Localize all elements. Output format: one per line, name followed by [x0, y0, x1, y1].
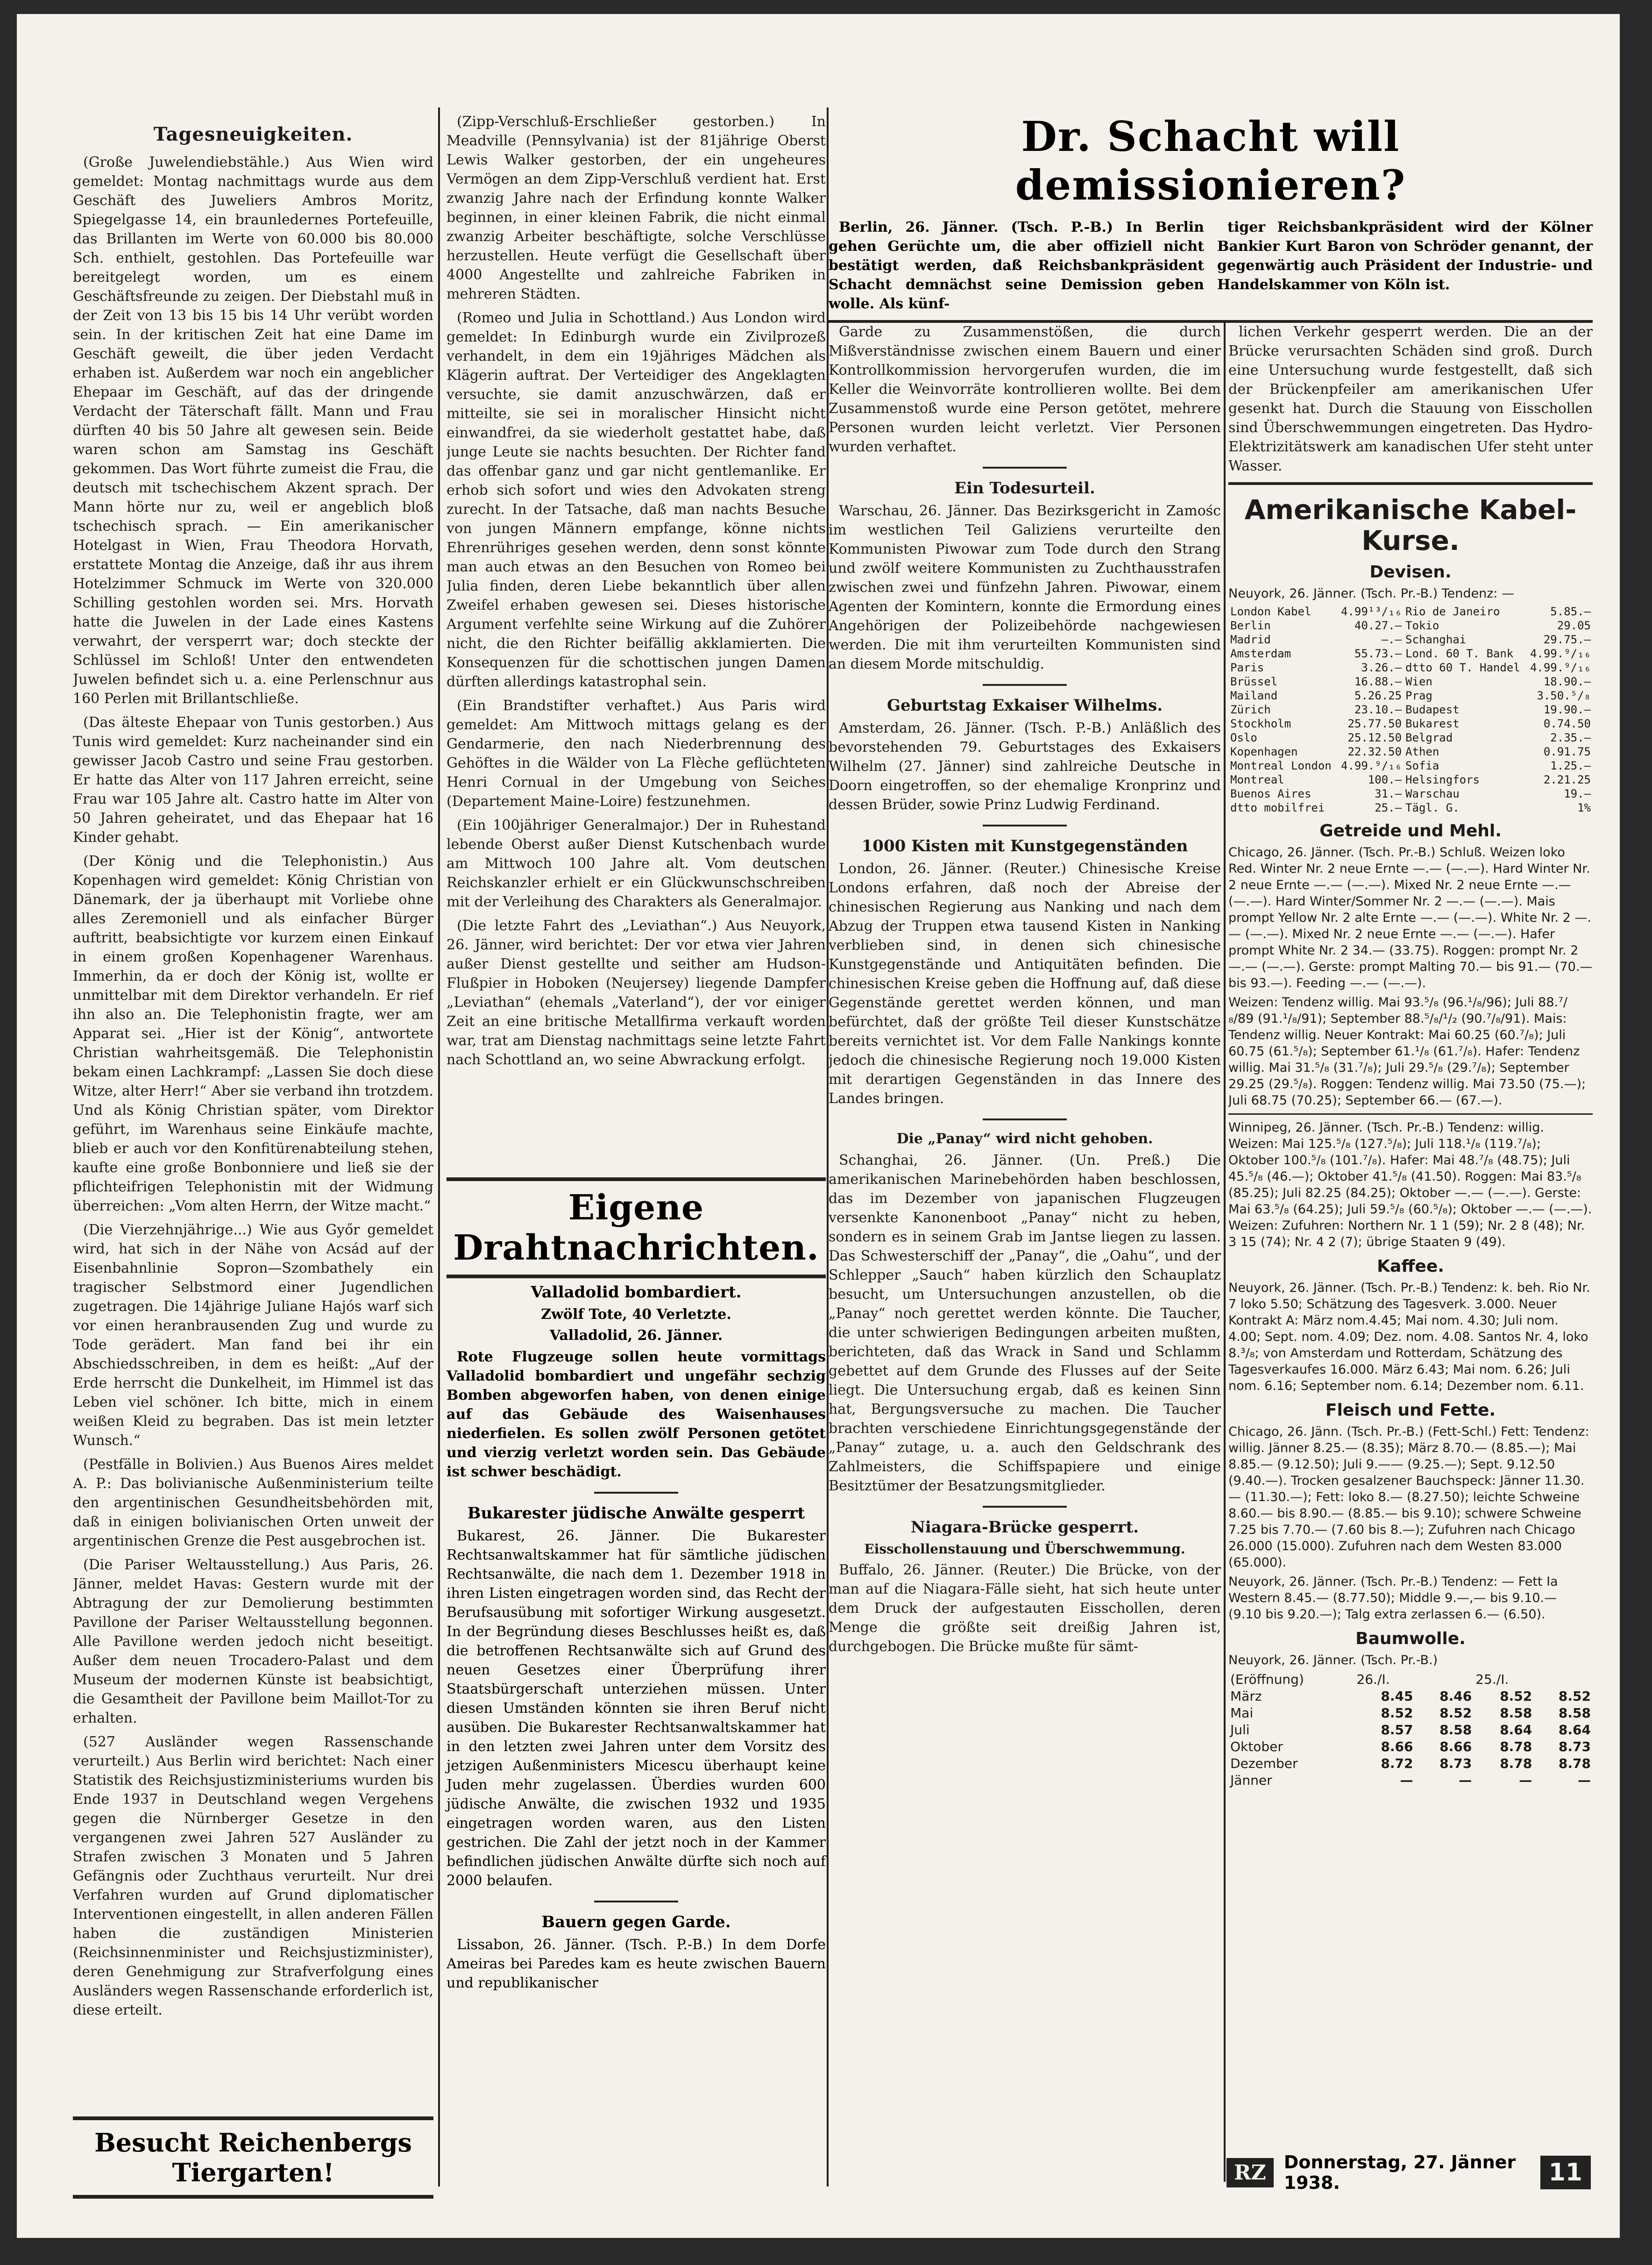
devisen-rate: 25.12.50: [1347, 731, 1402, 744]
devisen-row: [1228, 633, 1593, 647]
devisen-row: [1228, 619, 1593, 633]
newspaper-page: [17, 14, 1620, 2238]
column-d: [1228, 322, 1593, 2182]
devisen-place: Prag: [1405, 689, 1432, 702]
baumwolle-row: [1228, 1772, 1593, 1789]
valladolid-headline: Valladolid bombardiert.: [531, 1283, 742, 1302]
devisen-rate: 0.91.75: [1543, 745, 1591, 758]
devisen-place: Zürich: [1230, 703, 1271, 716]
devisen-rate: 2.35.—: [1550, 731, 1591, 744]
devisen-place: Helsingfors: [1405, 773, 1480, 786]
devisen-row: [1228, 731, 1593, 745]
devisen-place: Stockholm: [1230, 717, 1291, 730]
fleisch-text: Chicago, 26. Jänn. (Tsch. Pr.-B.) (Fett-Schl.) Fett: Tendenz: willig. Jänner 8.25.— (8.35); März 8.70.— (8.85.—); Mai 8.85.— (9.12.50); Juli 9.—— (9.25.—); Sept. 9.12.50 (9.40.—). Trocken gesalzener Bauchspeck: Jänner 11.30.— (11.30.—); Fett: loko 8.— (8.27.50); leichte Schweine 8.60.— bis 8.90.— (8.85.— bis 9.10); schwere Schweine 7.25 bis 7.70.— (7.60 bis 8.—); Zufuhren nach Chicago 26.000 (15.000). Zufuhren nach dem Westen 83.000 (65.000).: [1228, 1425, 1589, 1570]
devisen-rate: 2.21.25: [1543, 773, 1591, 786]
devisen-rate: 1%: [1577, 801, 1591, 814]
baumwolle-table: [1228, 1671, 1593, 1789]
devisen-place: Schanghai: [1405, 633, 1467, 646]
article-weltausstellung: (Die Pariser Weltausstellung.) Aus Paris, 26. Jänner, meldet Havas: Gestern wurde mit der Abtragung der zur Demolierung bestimmten Pavillone der Pariser Weltausstellung begonnen. Alle Pavillone werden jedoch nicht beseitigt. Außer dem neuen Trocadero-Palast und dem Museum der modernen Künste ist beabsichtigt, die Gesamtheit der Pavillone beim Maillot-Tor zu erhalten.: [73, 1557, 433, 1726]
devisen-place: Tägl. G.: [1405, 801, 1460, 814]
niagara-headline: Niagara-Brücke gesperrt.: [910, 1518, 1139, 1537]
devisen-rate: 3.26.—: [1361, 661, 1402, 674]
devisen-place: Athen: [1405, 745, 1439, 758]
baumwolle-price: 8.52: [1558, 1688, 1591, 1704]
baumwolle-month: Dezember: [1230, 1756, 1298, 1771]
devisen-rate: 19.—: [1564, 787, 1591, 800]
article-brandstifter: (Ein Brandstifter verhaftet.) Aus Paris wird gemeldet: Am Mittwoch mittags gelang es der Gendarmerie, den nach Niederbrennung des Gehöftes in die Wälder von La Flèche geflüchteten Henri Cornual in der Umgebung von Seiches (Departement Maine-Loire) festzunehmen.: [447, 698, 826, 810]
divider: [1228, 1113, 1593, 1115]
devisen-rate: 4.99¹³/₁₆: [1341, 605, 1402, 618]
todesurteil-headline: Ein Todesurteil.: [954, 479, 1095, 498]
baumwolle-month: Juli: [1230, 1722, 1250, 1738]
baumwolle-month: Jänner: [1230, 1773, 1272, 1788]
devisen-place: Amsterdam: [1230, 647, 1291, 660]
section-heading-tagesneuigkeiten: Tagesneuigkeiten.: [153, 123, 353, 145]
valladolid-dateline: Valladolid, 26. Jänner.: [549, 1327, 723, 1344]
baumwolle-price: 8.78: [1500, 1756, 1532, 1771]
devisen-row: [1228, 703, 1593, 717]
baumwolle-price: 8.58: [1439, 1722, 1472, 1738]
baumwolle-price: —: [1400, 1773, 1413, 1788]
devisen-place: Warschau: [1405, 787, 1460, 800]
devisen-row: [1228, 675, 1593, 689]
devisen-place: Montreal: [1230, 773, 1284, 786]
bukarest-text: Bukarest, 26. Jänner. Die Bukarester Rechtsanwaltskammer hat für sämtliche jüdischen Rechtsanwälte, die nach dem 1. Dezember 1918 in ihren Listen eingetragen worden sind, das Recht der Berufsausübung mit sofortiger Wirkung ausgesetzt. In der Begründung dieses Beschlusses heißt es, daß die betroffenen Rechtsanwälte sich auf Grund des neuen Gesetzes einer Überprüfung ihrer Staatsbürgerschaft unterziehen müssen. Unter diesen Umständen könnten sie ihren Beruf nicht ausüben. Die Bukarester Rechtsanwaltskammer hat in den letzten zwei Jahren unter dem Vorsitz des jetzigen Außenministers Micescu überhaupt keine Juden mehr zugelassen. Überdies wurden 600 jüdische Anwälte, die zwischen 1932 und 1935 eingetragen worden waren, aus den Listen gestrichen. Die Zahl der jetzt noch in der Kammer befindlichen jüdischen Anwälte dürfte sich noch auf 2000 belaufen.: [447, 1528, 826, 1889]
devisen-place: Belgrad: [1405, 731, 1453, 744]
niagara-continuation: lichen Verkehr gesperrt werden. Die an der Brücke verursachten Schäden sind groß. Durch eine Untersuchung wurde festgestellt, daß sich der Brückenpfeiler am amerikanischen Ufer gesenkt hat. Durch die Stauung von Eisschollen sind Überschwemmungen eingetreten. Das Hydro-Elektrizitätswerk am kanadischen Ufer steht unter Wasser.: [1228, 324, 1593, 474]
kurse-title: Amerikanische Kabel-Kurse.: [1244, 494, 1577, 556]
divider: [594, 1492, 678, 1494]
drahtnachrichten-banner: Eigene Drahtnachrichten.: [447, 1177, 826, 1278]
valladolid-text: Rote Flugzeuge sollen heute vormittags Valladolid bombardiert und ungefähr sechzig Bomben abgeworfen haben, von denen einige auf das Gebäude des Waisenhauses niederfielen. Es sollen zwölf Personen getötet und vierzig verletzt worden sein. Das Gebäude ist schwer beschädigt.: [447, 1349, 826, 1480]
baumwolle-month: März: [1230, 1688, 1262, 1704]
baumwolle-price: 8.64: [1558, 1722, 1591, 1738]
devisen-rate: 4.99.⁹/₁₆: [1530, 661, 1591, 674]
baumwolle-col-header: (Eröffnung): [1230, 1672, 1304, 1687]
devisen-row: [1228, 717, 1593, 731]
baumwolle-price: 8.57: [1381, 1722, 1413, 1738]
getreide-text: Chicago, 26. Jänner. (Tsch. Pr.-B.) Schluß. Weizen loko Red. Winter Nr. 2 neue Ernte —.— (—.—). Hard Winter Nr. 2 neue Ernte —.— (—.—). Mixed Nr. 2 neue Ernte —.— (—.—). Hard Winter/Sommer Nr. 2 —.— (—.—). Mais prompt Yellow Nr. 2 alte Ernte —.— (—.—). White Nr. 2 —.— (—.—). Mixed Nr. 2 neue Ernte —.— (—.—). Hafer prompt White Nr. 2 34.— (33.75). Roggen: prompt Nr. 2 —.— (—.—). Gerste: prompt Malting 70.— bis 91.— (70.— bis 93.—). Feeding —.— (—.—).: [1228, 845, 1593, 990]
devisen-place: Oslo: [1230, 731, 1257, 744]
bauern-headline: Bauern gegen Garde.: [541, 1913, 731, 1931]
article-romeo-julia: (Romeo und Julia in Schottland.) Aus London wird gemeldet: In Edinburgh wurde ein Zivilprozeß verhandelt, in dem ein 19jähriges Mädchen als Klägerin auftrat. Der Verteidiger des Angeklagten versuchte, sie damit anzuschwärzen, daß er mitteilte, sie sei in moralischer Hinsicht nicht einwandfrei, da sie wiederholt gestattet habe, daß junge Leute sie nachts besuchten. Der Richter fand das offenbar ganz und gar nicht gentlemanlike. Er erhob sich sofort und wies den Advokaten streng zurecht. In der Tatsache, daß man nachts Besuche von jungen Männern empfange, könne nichts Ehrenrühriges gesehen werden, denn sonst könnte man auch etwas an den Besuchen von Romeo bei Julia finden, deren Liebe bekanntlich über allen Zweifel erhaben gewesen sei. Dieses historische Argument verfehlte seine Wirkung auf die Zuhörer nicht, die den Richter beifällig akklamierten. Die Konsequenzen für die schottischen jungen Damen dürften allerdings katastrophal sein.: [447, 310, 826, 690]
baumwolle-price: 8.66: [1381, 1739, 1413, 1754]
devisen-place: Mailand: [1230, 689, 1278, 702]
baumwolle-price: 8.58: [1500, 1705, 1532, 1721]
devisen-rate: 18.90.—: [1543, 675, 1591, 688]
devisen-place: Berlin: [1230, 619, 1271, 632]
devisen-rate: 40.27.—: [1354, 619, 1402, 632]
devisen-rate: 0.74.50: [1543, 717, 1591, 730]
devisen-place: Brüssel: [1230, 675, 1278, 688]
devisen-place: Budapest: [1405, 703, 1460, 716]
devisen-header: Neuyork, 26. Jänner. (Tsch. Pr.-B.) Tendenz: —: [1228, 586, 1515, 601]
baumwolle-price: —: [1578, 1773, 1591, 1788]
devisen-row: [1228, 661, 1593, 675]
todesurteil-text: Warschau, 26. Jänner. Das Bezirksgericht in Zamośc im westlichen Teil Galiziens verurteilte den Kommunisten Piwowar zum Tode durch den Strang und zwölf weitere Kommunisten zu Zuchthausstrafen zwischen zwei und fünfzehn Jahren. Piwowar, einem Agenten der Komintern, konnte die Ermordung eines Angehörigen der Polizeibehörde nachgewiesen werden. Die mit ihm verurteilten Kommunisten sind an diesem Morde mitschuldig.: [829, 503, 1221, 672]
devisen-heading: Devisen.: [1369, 563, 1452, 582]
baumwolle-col-header: [1534, 1671, 1593, 1688]
devisen-rate: 16.88.—: [1354, 675, 1402, 688]
baumwolle-row: [1228, 1738, 1593, 1755]
devisen-rate: 22.32.50: [1347, 745, 1402, 758]
article-rassenschande: (527 Ausländer wegen Rassenschande verurteilt.) Aus Berlin wird berichtet: Nach einer Statistik des Reichsjustizministeriums wurden bis Ende 1937 in Deutschland wegen Vergehens gegen die Nürnberger Gesetze in den vergangenen zwei Jahren 527 Ausländer zu Strafen zwischen 3 Monaten und 5 Jahren Gefängnis oder Zuchthaus verurteilt. Nur drei Verfahren wurden auf Grund diplomatischer Interventionen eingestellt, in allen anderen Fällen haben die zuständigen Ministerien (Reichsinnenminister und Reichsjustizminister), deren Genehmigung zur Strafverfolgung eines Ausländers wegen Rassenschande erforderlich ist, diese erteilt.: [73, 1734, 433, 2018]
fleisch-heading: Fleisch und Fette.: [1325, 1401, 1496, 1420]
baumwolle-month: Oktober: [1230, 1739, 1283, 1754]
baumwolle-price: 8.58: [1558, 1705, 1591, 1721]
devisen-place: dtto mobilfrei: [1230, 801, 1325, 814]
article-pestfaelle: (Pestfälle in Bolivien.) Aus Buenos Aires meldet A. P.: Das bolivianische Außenministerium teilte den argentinischen Gesundheitsbehörden mit, daß in einigen bolivianischen Orten unweit der argentinischen Grenze die Pest ausgebrochen ist.: [73, 1456, 433, 1549]
baumwolle-price: 8.52: [1500, 1688, 1532, 1704]
devisen-place: Madrid: [1230, 633, 1271, 646]
niagara-text: Buffalo, 26. Jänner. (Reuter.) Die Brücke, von der man auf die Niagara-Fälle sieht, hat sich heute unter dem Druck der aufgestauten Eisschollen, deren Menge die größte seit dreißig Jahren ist, durchgebogen. Die Brücke mußte für sämt-: [829, 1562, 1221, 1655]
devisen-place: Kopenhagen: [1230, 745, 1298, 758]
baumwolle-price: 8.46: [1439, 1688, 1472, 1704]
column-b: [447, 112, 826, 1173]
baumwolle-row: [1228, 1688, 1593, 1705]
bukarest-headline: Bukarester jüdische Anwälte gesperrt: [467, 1504, 805, 1523]
lead-text-left: Berlin, 26. Jänner. (Tsch. P.-B.) In Berlin gehen Gerüchte um, die aber offiziell nicht bestätigt werden, daß Reichsbankpräsident Schacht demnächst seine Demission geben wolle. Als künf-: [829, 219, 1204, 312]
advertisement-tiergarten: Besucht Reichenbergs Tiergarten!: [73, 2116, 433, 2199]
column-c: [829, 322, 1221, 2182]
devisen-row: [1228, 647, 1593, 661]
baumwolle-price: —: [1459, 1773, 1472, 1788]
issue-date: Donnerstag, 27. Jänner 1938.: [1283, 2152, 1516, 2193]
divider: [983, 1506, 1067, 1508]
article-ehepaar-tunis: (Das älteste Ehepaar von Tunis gestorben.) Aus Tunis wird gemeldet: Kurz nacheinander sind ein gewisser Jacob Castro und seine Frau gestorben. Er hatte das Alter von 117 Jahren erreicht, seine Frau war 105 Jahre alt. Castro hatte im Alter von 50 Jahren geheiratet, und das Ehepaar hat 16 Kinder gehabt.: [73, 714, 433, 846]
baumwolle-col-header: 26./I.: [1356, 1672, 1390, 1687]
divider: [983, 684, 1067, 686]
devisen-rate: 1.25.—: [1550, 759, 1591, 772]
devisen-place: dtto 60 T. Handel: [1405, 661, 1520, 674]
baumwolle-header: Neuyork, 26. Jänner. (Tsch. Pr.-B.): [1228, 1653, 1438, 1667]
devisen-place: Rio de Janeiro: [1405, 605, 1500, 618]
getreide-text-2: Weizen: Tendenz willig. Mai 93.⁵/₈ (96.¹/₈/96); Juli 88.⁷/₈/89 (91.¹/₈/91); September 88.⁵/₈/¹/₂ (90.⁷/₈/91). Mais: Tendenz willig. Neuer Kontrakt: Mai 60.25 (60.⁷/₈); Juli 60.75 (61.⁵/₈); September 61.¹/₈ (61.⁷/₈). Hafer: Tendenz willig. Mai 31.⁵/₈ (31.⁷/₈); Juli 29.⁵/₈ (29.⁷/₈); September 29.25 (29.⁵/₈). Roggen: Tendenz willig. Mai 73.50 (75.—); Juli 68.75 (70.25); September 66.— (67.—).: [1228, 995, 1586, 1108]
article-zipp-verschluss: (Zipp-Verschluß-Erschließer gestorben.) In Meadville (Pennsylvania) ist der 81jährige Oberst Lewis Walker gestorben, der ein ungeheures Vermögen an dem Zipp-Verschluß verdient hat. Erst zwanzig Jahre nach der Erfindung konnte Walker beginnen, in einer kleinen Fabrik, die nicht einmal zwanzig Arbeiter beschäftigte, solche Verschlüsse herzustellen. Heute verfügt die Gesellschaft über 4000 Angestellte und zahlreiche Fabriken in mehreren Städten.: [447, 114, 826, 302]
devisen-rate: 29.75.—: [1543, 633, 1591, 646]
baumwolle-price: 8.73: [1558, 1739, 1591, 1754]
baumwolle-month: Mai: [1230, 1705, 1254, 1721]
divider: [983, 825, 1067, 826]
devisen-row: [1228, 745, 1593, 759]
baumwolle-price: —: [1519, 1773, 1532, 1788]
kisten-headline: 1000 Kisten mit Kunstgegenständen: [861, 837, 1188, 855]
devisen-rate: 29.05: [1557, 619, 1591, 632]
devisen-rate: 25.77.50: [1347, 717, 1402, 730]
baumwolle-price: 8.66: [1439, 1739, 1472, 1754]
lead-text-right: tiger Reichsbankpräsident wird der Kölner Bankier Kurt Baron von Schröder genannt, der gegenwärtig auch Präsident der Industrie- und Handelskammer von Köln ist.: [1217, 219, 1593, 293]
baumwolle-price: 8.45: [1381, 1688, 1413, 1704]
bauern-text: Lissabon, 26. Jänner. (Tsch. P.-B.) In dem Dorfe Ameiras bei Paredes kam es heute zwischen Bauern und republikanischer: [447, 1937, 826, 1991]
devisen-place: Buenos Aires: [1230, 787, 1312, 800]
article-koenig-telephonistin: (Der König und die Telephonistin.) Aus Kopenhagen wird gemeldet: König Christian von Dänemark, der ja überhaupt mit Vorliebe ohne alles Zeremoniell und als einfacher Bürger auftritt, beabsichtigte vor kurzem einen Einkauf in einem großen Kopenhagener Warenhaus. Immerhin, da er doch der König ist, wollte er unmittelbar mit dem Direktor verhandeln. Er rief ihn also an. Die Telephonistin fragte, wer am Apparat sei. „Hier ist der König“, antwortete Christian wahrheitsgemäß. Die Telephonistin bekam einen Lachkrampf: „Lassen Sie doch diese Witze, alter Herr!“ Aber sie verband ihn trotzdem. Und als König Christian später, vom Direktor geführt, im Warenhaus seine Einkäufe machte, blieb er auch vor den Konfitürenabteilung stehen, kaufte eine große Bonbonniere und ließ sie der pflichteifrigen Telephonistin mit der Widmung überreichen: „Vom alten Herrn, der Witze macht.“: [73, 853, 433, 1214]
article-juwelendiebstaehle: (Große Juwelendiebstähle.) Aus Wien wird gemeldet: Montag nachmittags wurde aus dem Geschäft des Juweliers Ambros Moritz, Spiegelgasse 14, ein braunledernes Portefeuille, das Brillanten im Werte von 60.000 bis 80.000 Sch. enthielt, gestohlen. Das Portefeuille war bereitgelegt worden, um es einem Geschäftsfreunde zu zeigen. Der Diebstahl muß in der Zeit von 13 bis 15 bis 14 Uhr verübt worden sein. In der kritischen Zeit hat eine Dame im Geschäft geweilt, die über jeden Verdacht erhaben ist. Außerdem war noch ein angeblicher Ehepaar im Geschäft, auf das der dringende Verdacht der Täterschaft fällt. Mann und Frau dürften 40 bis 50 Jahre alt gewesen sein. Beide waren schon am Samstag ins Geschäft gekommen. Das Wort führte zumeist die Frau, die deutsch mit tschechischem Akzent sprach. Der Mann hörte nur zu, weil er angeblich bloß tschechisch sprach. — Ein amerikanischer Hotelgast in Wien, Frau Theodora Horvath, erstattete Montag die Anzeige, daß ihr aus ihrem Hotelzimmer Schmuck im Werte von 320.000 Schilling gestohlen worden sei. Mrs. Horvath hatte die Juwelen in der Lade eines Kastens verwahrt, der versperrt war; doch steckte der Schlüssel im Schloß! Unter den entwendeten Juwelen befindet sich u. a. eine Perlenschnur aus 160 Perlen mit Brillantschließe.: [73, 154, 433, 707]
devisen-rate: 3.50.⁵/₈: [1537, 689, 1591, 702]
lead-article: [829, 112, 1593, 329]
divider: [983, 1118, 1067, 1120]
devisen-row: [1228, 787, 1593, 801]
column-a: [73, 112, 433, 2177]
getreide-heading: Getreide und Mehl.: [1319, 821, 1502, 840]
devisen-row: [1228, 605, 1593, 619]
baumwolle-row: [1228, 1755, 1593, 1772]
geburtstag-headline: Geburtstag Exkaiser Wilhelms.: [886, 696, 1163, 715]
devisen-rate: 31.—: [1375, 787, 1402, 800]
column-rule: [1224, 322, 1226, 2182]
bauern-continuation: Garde zu Zusammenstößen, die durch Mißverständnisse zwischen einem Bauern und einer Kontrollkommission hervorgerufen wurden, die im Keller die Weinvorräte kontrollieren wollte. Bei dem Zusammenstoß wurde eine Person getötet, mehrere Personen wurden leicht verletzt. Vier Personen wurden verhaftet.: [829, 324, 1221, 455]
devisen-rate: 5.85.—: [1550, 605, 1591, 618]
devisen-place: Sofia: [1405, 759, 1439, 772]
divider: [594, 1901, 678, 1902]
kaffee-text: Neuyork, 26. Jänner. (Tsch. Pr.-B.) Tendenz: k. beh. Rio Nr. 7 loko 5.50; Schätzung des Tagesverk. 3.000. Neuer Kontrakt A: März nom.4.45; Mai nom. 4.30; Juli nom. 4.00; Sept. nom. 4.09; Dez. nom. 4.08. Santos Nr. 4, loko 8.³/₈; von Amsterdam und Rotterdam, Schätzung des Tagesverkaufes 16.000. März 6.43; Mai nom. 6.26; Juli nom. 6.16; September nom. 6.14; Dezember nom. 6.11.: [1228, 1281, 1590, 1393]
baumwolle-price: 8.78: [1558, 1756, 1591, 1771]
article-leviathan: (Die letzte Fahrt des „Leviathan“.) Aus Neuyork, 26. Jänner, wird berichtet: Der vor etwa vier Jahren außer Dienst gestellte und seither am Hudson-Flußpier in Hoboken (Neujersey) liegende Dampfer „Leviathan“ (ehemals „Vaterland“), der vor einiger Zeit an eine britische Metallfirma verkauft worden war, trat am Dienstag nachmittags seine letzte Fahrt nach Schottland an, wo seine Abwrackung erfolgt.: [447, 918, 826, 1068]
devisen-rate: 5.26.25: [1354, 689, 1402, 702]
devisen-row: [1228, 773, 1593, 787]
baumwolle-row: [1228, 1705, 1593, 1722]
section-rule: [1228, 482, 1593, 485]
baumwolle-price: 8.78: [1500, 1739, 1532, 1754]
kaffee-heading: Kaffee.: [1377, 1257, 1444, 1276]
geburtstag-text: Amsterdam, 26. Jänner. (Tsch. P.-B.) Anläßlich des bevorstehenden 79. Geburtstages des Exkaisers Wilhelm (27. Jänner) sind zahlreiche Deutsche in Doorn eingetroffen, so der ehemalige Kronprinz und dessen Brüder, sowie Prinz Ludwig Ferdinand.: [829, 720, 1221, 813]
kisten-text: London, 26. Jänner. (Reuter.) Chinesische Kreise Londons erfahren, daß noch der Abreise der chinesischen Regierung aus Nanking und nach dem Abzug der Truppen etwa tausend Kisten in Nanking verblieben sind, in denen sich chinesische Kunstgegenstände und Antiquitäten befinden. Die chinesischen Kreise geben die Hoffnung auf, daß diese Gegenstände gerettet werden können, und man befürchtet, daß der größte Teil dieser Kunstschätze bereits vernichtet ist. Vor dem Falle Nankings konnte jedoch die chinesische Regierung noch 19.000 Kisten mit derartigen Gegenständen in das Innere des Landes bringen.: [829, 861, 1221, 1107]
devisen-place: Bukarest: [1405, 717, 1460, 730]
devisen-rate: 4.99.⁹/₁₆: [1341, 759, 1402, 772]
baumwolle-col-header: [1415, 1671, 1474, 1688]
devisen-row: [1228, 689, 1593, 703]
niagara-subhead: Eisschollenstauung und Überschwemmung.: [864, 1541, 1185, 1557]
devisen-place: Montreal London: [1230, 759, 1332, 772]
baumwolle-price: 8.72: [1381, 1756, 1413, 1771]
drahtnachrichten-section: [447, 1177, 826, 1997]
devisen-table: [1228, 605, 1593, 815]
devisen-place: Wien: [1405, 675, 1432, 688]
devisen-rate: 19.90.—: [1543, 703, 1591, 716]
panay-headline: Die „Panay“ wird nicht gehoben.: [896, 1131, 1153, 1147]
devisen-rate: 100.—: [1368, 773, 1402, 786]
baumwolle-price: 8.64: [1500, 1722, 1532, 1738]
devisen-place: Tokio: [1405, 619, 1439, 632]
baumwolle-col-header: 25./I.: [1475, 1672, 1509, 1687]
baumwolle-heading: Baumwolle.: [1355, 1629, 1466, 1648]
baumwolle-price: 8.52: [1439, 1705, 1472, 1721]
column-rule: [438, 107, 440, 2187]
baumwolle-price: 8.73: [1439, 1756, 1472, 1771]
devisen-place: London Kabel: [1230, 605, 1312, 618]
devisen-row: [1228, 801, 1593, 815]
devisen-rate: —.—: [1381, 633, 1402, 646]
devisen-rate: 25.—: [1375, 801, 1402, 814]
page-footer: [1227, 2154, 1591, 2191]
baumwolle-row: [1228, 1722, 1593, 1738]
baumwolle-price: 8.52: [1381, 1705, 1413, 1721]
article-generalmajor: (Ein 100jähriger Generalmajor.) Der in Ruhestand lebende Oberst außer Dienst Kutschenbach wurde am Mittwoch 100 Jahre alt. Vom deutschen Reichskanzler erhielt er ein Glückwunschschreiben mit der Verleihung des Charakters als Generalmajor.: [447, 817, 826, 910]
devisen-rate: 55.73.—: [1354, 647, 1402, 660]
winnipeg-text: Winnipeg, 26. Jänner. (Tsch. Pr.-B.) Tendenz: willig. Weizen: Mai 125.⁵/₈ (127.⁵/₈); Juli 118.¹/₈ (119.⁷/₈); Oktober 100.⁵/₈ (101.⁷/₈). Hafer: Mai 48.⁷/₈ (48.75); Juli 45.⁵/₈ (46.—); Oktober 41.⁵/₈ (41.50). Roggen: Mai 83.⁵/₈ (85.25); Juli 82.25 (84.25); Oktober —.— (—.—). Gerste: Mai 63.⁵/₈ (64.25); Juli 59.⁵/₈ (60.⁵/₈); Oktober —.— (—.—). Weizen: Zufuhren: Northern Nr. 1 1 (59); Nr. 2 8 (48); Nr. 3 15 (74); Nr. 4 2 (7); übrige Staaten 9 (49).: [1228, 1120, 1592, 1249]
article-vierzehnjaehrige: (Die Vierzehnjährige...) Wie aus Győr gemeldet wird, hat sich in der Nähe von Acsád auf der Eisenbahnlinie Sopron—Szombathely ein tragischer Selbstmord einer Jugendlichen zugetragen. Die 14jährige Juliane Hajós warf sich vor einen heranbrausenden Zug und wurde zu Tode gerädert. Man fand bei ihr ein Abschiedsschreiben, in dem es heißt: „Auf der Erde herrscht die Dunkelheit, im Himmel ist das Leben viel schöner. Ich bitte, mich in einem weißen Kleid zu begraben. Das ist mein letzter Wunsch.“: [73, 1222, 433, 1449]
devisen-place: Lond. 60 T. Bank: [1405, 647, 1514, 660]
valladolid-subhead: Zwölf Tote, 40 Verletzte.: [541, 1306, 731, 1323]
fleisch-text-2: Neuyork, 26. Jänner. (Tsch. Pr.-B.) Tendenz: — Fett Ia Western 8.45.— (8.77.50); Middle 9.—,— bis 9.10.— (9.10 bis 9.20.—); Talg extra zerlassen 6.— (6.50).: [1228, 1574, 1558, 1622]
devisen-rate: 4.99.⁹/₁₆: [1530, 647, 1591, 660]
devisen-row: [1228, 759, 1593, 773]
devisen-place: Paris: [1230, 661, 1264, 674]
panay-text: Schanghai, 26. Jänner. (Un. Preß.) Die amerikanischen Marinebehörden haben beschlossen, das im Dezember von japanischen Flugzeugen versenkte Kanonenboot „Panay“ nicht zu heben, sondern es in seinem Grab im Jantse liegen zu lassen. Das Schwesterschiff der „Panay“, die „Oahu“, und der Schlepper „Sauch“ haben kürzlich den Schauplatz besucht, um Untersuchungen anzustellen, ob die „Panay“ noch gerettet werden könnte. Die Taucher, die unter schwierigen Bedingungen arbeiten mußten, berichteten, daß das Wrack in Sand und Schlamm gebettet auf dem Grunde des Flusses auf der Seite liegt. Die Untersuchung ergab, daß es keinen Sinn hat, Bergungsversuche zu machen. Die Taucher brachten verschiedene Einrichtungsgegenstände der „Panay“ zutage, u. a. auch den Geldschrank des Zahlmeisters, die Schiffspapiere und einige Besitztümer der Besatzungsmitglieder.: [829, 1152, 1221, 1494]
page-number: 11: [1540, 2156, 1591, 2189]
divider: [983, 467, 1067, 469]
newspaper-logo: RZ: [1227, 2158, 1274, 2187]
lead-headline: Dr. Schacht will demissionieren?: [1015, 112, 1406, 209]
devisen-rate: 23.10.—: [1354, 703, 1402, 716]
